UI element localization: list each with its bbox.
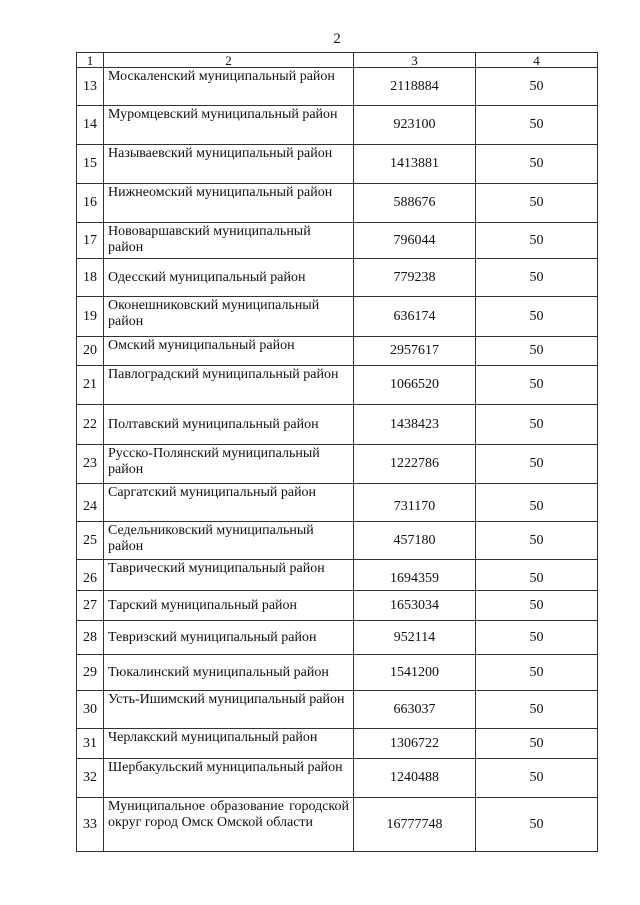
percent-cell: 50 bbox=[476, 560, 598, 591]
row-number: 20 bbox=[77, 337, 104, 366]
table-row bbox=[77, 366, 598, 405]
column-number-2: 2 bbox=[104, 53, 354, 68]
row-number: 25 bbox=[77, 522, 104, 560]
municipality-name: Одесский муниципальный район bbox=[104, 259, 354, 297]
percent-cell: 50 bbox=[476, 798, 598, 852]
percent-cell: 50 bbox=[476, 655, 598, 691]
percent-cell: 50 bbox=[476, 106, 598, 145]
municipality-name: Русско-Полянский муниципальный район bbox=[104, 445, 354, 484]
table-row bbox=[77, 145, 598, 184]
table-row bbox=[77, 798, 598, 852]
table-row bbox=[77, 68, 598, 106]
municipality-name: Тевризский муниципальный район bbox=[104, 621, 354, 655]
municipality-name: Муромцевский муниципальный район bbox=[104, 106, 354, 145]
row-number: 26 bbox=[77, 560, 104, 591]
table-row bbox=[77, 484, 598, 522]
percent-cell: 50 bbox=[476, 759, 598, 798]
municipality-name: Муниципальное образование городской округ город Омск Омской области bbox=[104, 798, 354, 852]
amount-cell: 1413881 bbox=[354, 145, 476, 184]
municipality-name: Саргатский муниципальный район bbox=[104, 484, 354, 522]
row-number: 24 bbox=[77, 484, 104, 522]
amount-cell: 2118884 bbox=[354, 68, 476, 106]
percent-cell: 50 bbox=[476, 445, 598, 484]
percent-cell: 50 bbox=[476, 184, 598, 223]
amount-cell: 1222786 bbox=[354, 445, 476, 484]
row-number: 17 bbox=[77, 223, 104, 259]
amount-cell: 796044 bbox=[354, 223, 476, 259]
municipality-name: Черлакский муниципальный район bbox=[104, 729, 354, 759]
table-row bbox=[77, 522, 598, 560]
percent-cell: 50 bbox=[476, 522, 598, 560]
column-number-3: 3 bbox=[354, 53, 476, 68]
row-number: 33 bbox=[77, 798, 104, 852]
table-row bbox=[77, 621, 598, 655]
percent-cell: 50 bbox=[476, 223, 598, 259]
amount-cell: 588676 bbox=[354, 184, 476, 223]
percent-cell: 50 bbox=[476, 366, 598, 405]
table-header-row bbox=[77, 53, 598, 68]
percent-cell: 50 bbox=[476, 68, 598, 106]
table-row bbox=[77, 297, 598, 337]
table-row bbox=[77, 560, 598, 591]
row-number: 32 bbox=[77, 759, 104, 798]
table-row bbox=[77, 184, 598, 223]
municipality-name: Нижнеомский муниципальный район bbox=[104, 184, 354, 223]
municipality-name: Нововаршавский муниципальный район bbox=[104, 223, 354, 259]
amount-cell: 2957617 bbox=[354, 337, 476, 366]
amount-cell: 1653034 bbox=[354, 591, 476, 621]
row-number: 19 bbox=[77, 297, 104, 337]
row-number: 27 bbox=[77, 591, 104, 621]
municipality-name: Тюкалинский муниципальный район bbox=[104, 655, 354, 691]
page-number: 2 bbox=[333, 31, 341, 47]
row-number: 16 bbox=[77, 184, 104, 223]
municipality-name: Усть-Ишимский муниципальный район bbox=[104, 691, 354, 729]
table-row bbox=[77, 591, 598, 621]
row-number: 28 bbox=[77, 621, 104, 655]
table-row bbox=[77, 259, 598, 297]
amount-cell: 457180 bbox=[354, 522, 476, 560]
table-row bbox=[77, 445, 598, 484]
amount-cell: 1694359 bbox=[354, 560, 476, 591]
municipality-name: Москаленский муниципальный район bbox=[104, 68, 354, 106]
municipality-name: Полтавский муниципальный район bbox=[104, 405, 354, 445]
amount-cell: 1240488 bbox=[354, 759, 476, 798]
municipality-name: Таврический муниципальный район bbox=[104, 560, 354, 591]
amount-cell: 923100 bbox=[354, 106, 476, 145]
column-number-1: 1 bbox=[77, 53, 104, 68]
table-row bbox=[77, 106, 598, 145]
amount-cell: 636174 bbox=[354, 297, 476, 337]
municipality-name: Шербакульский муниципальный район bbox=[104, 759, 354, 798]
table-row bbox=[77, 337, 598, 366]
column-number-4: 4 bbox=[476, 53, 598, 68]
municipality-name: Оконешниковский муниципальный район bbox=[104, 297, 354, 337]
municipality-name: Омский муниципальный район bbox=[104, 337, 354, 366]
percent-cell: 50 bbox=[476, 145, 598, 184]
table-row bbox=[77, 691, 598, 729]
amount-cell: 1306722 bbox=[354, 729, 476, 759]
row-number: 29 bbox=[77, 655, 104, 691]
amount-cell: 16777748 bbox=[354, 798, 476, 852]
percent-cell: 50 bbox=[476, 691, 598, 729]
amount-cell: 663037 bbox=[354, 691, 476, 729]
amount-cell: 779238 bbox=[354, 259, 476, 297]
amount-cell: 1438423 bbox=[354, 405, 476, 445]
row-number: 14 bbox=[77, 106, 104, 145]
percent-cell: 50 bbox=[476, 621, 598, 655]
table-row bbox=[77, 759, 598, 798]
percent-cell: 50 bbox=[476, 729, 598, 759]
amount-cell: 1541200 bbox=[354, 655, 476, 691]
municipality-name: Тарский муниципальный район bbox=[104, 591, 354, 621]
row-number: 13 bbox=[77, 68, 104, 106]
row-number: 15 bbox=[77, 145, 104, 184]
row-number: 23 bbox=[77, 445, 104, 484]
amount-cell: 952114 bbox=[354, 621, 476, 655]
row-number: 22 bbox=[77, 405, 104, 445]
row-number: 18 bbox=[77, 259, 104, 297]
percent-cell: 50 bbox=[476, 297, 598, 337]
percent-cell: 50 bbox=[476, 405, 598, 445]
table-row bbox=[77, 405, 598, 445]
row-number: 30 bbox=[77, 691, 104, 729]
percent-cell: 50 bbox=[476, 259, 598, 297]
amount-cell: 1066520 bbox=[354, 366, 476, 405]
table-row bbox=[77, 223, 598, 259]
allocation-table bbox=[76, 52, 598, 852]
municipality-name: Называевский муниципальный район bbox=[104, 145, 354, 184]
percent-cell: 50 bbox=[476, 337, 598, 366]
percent-cell: 50 bbox=[476, 484, 598, 522]
municipality-name: Седельниковский муниципальный район bbox=[104, 522, 354, 560]
table-row bbox=[77, 655, 598, 691]
row-number: 31 bbox=[77, 729, 104, 759]
row-number: 21 bbox=[77, 366, 104, 405]
municipality-name: Павлоградский муниципальный район bbox=[104, 366, 354, 405]
amount-cell: 731170 bbox=[354, 484, 476, 522]
percent-cell: 50 bbox=[476, 591, 598, 621]
table-row bbox=[77, 729, 598, 759]
